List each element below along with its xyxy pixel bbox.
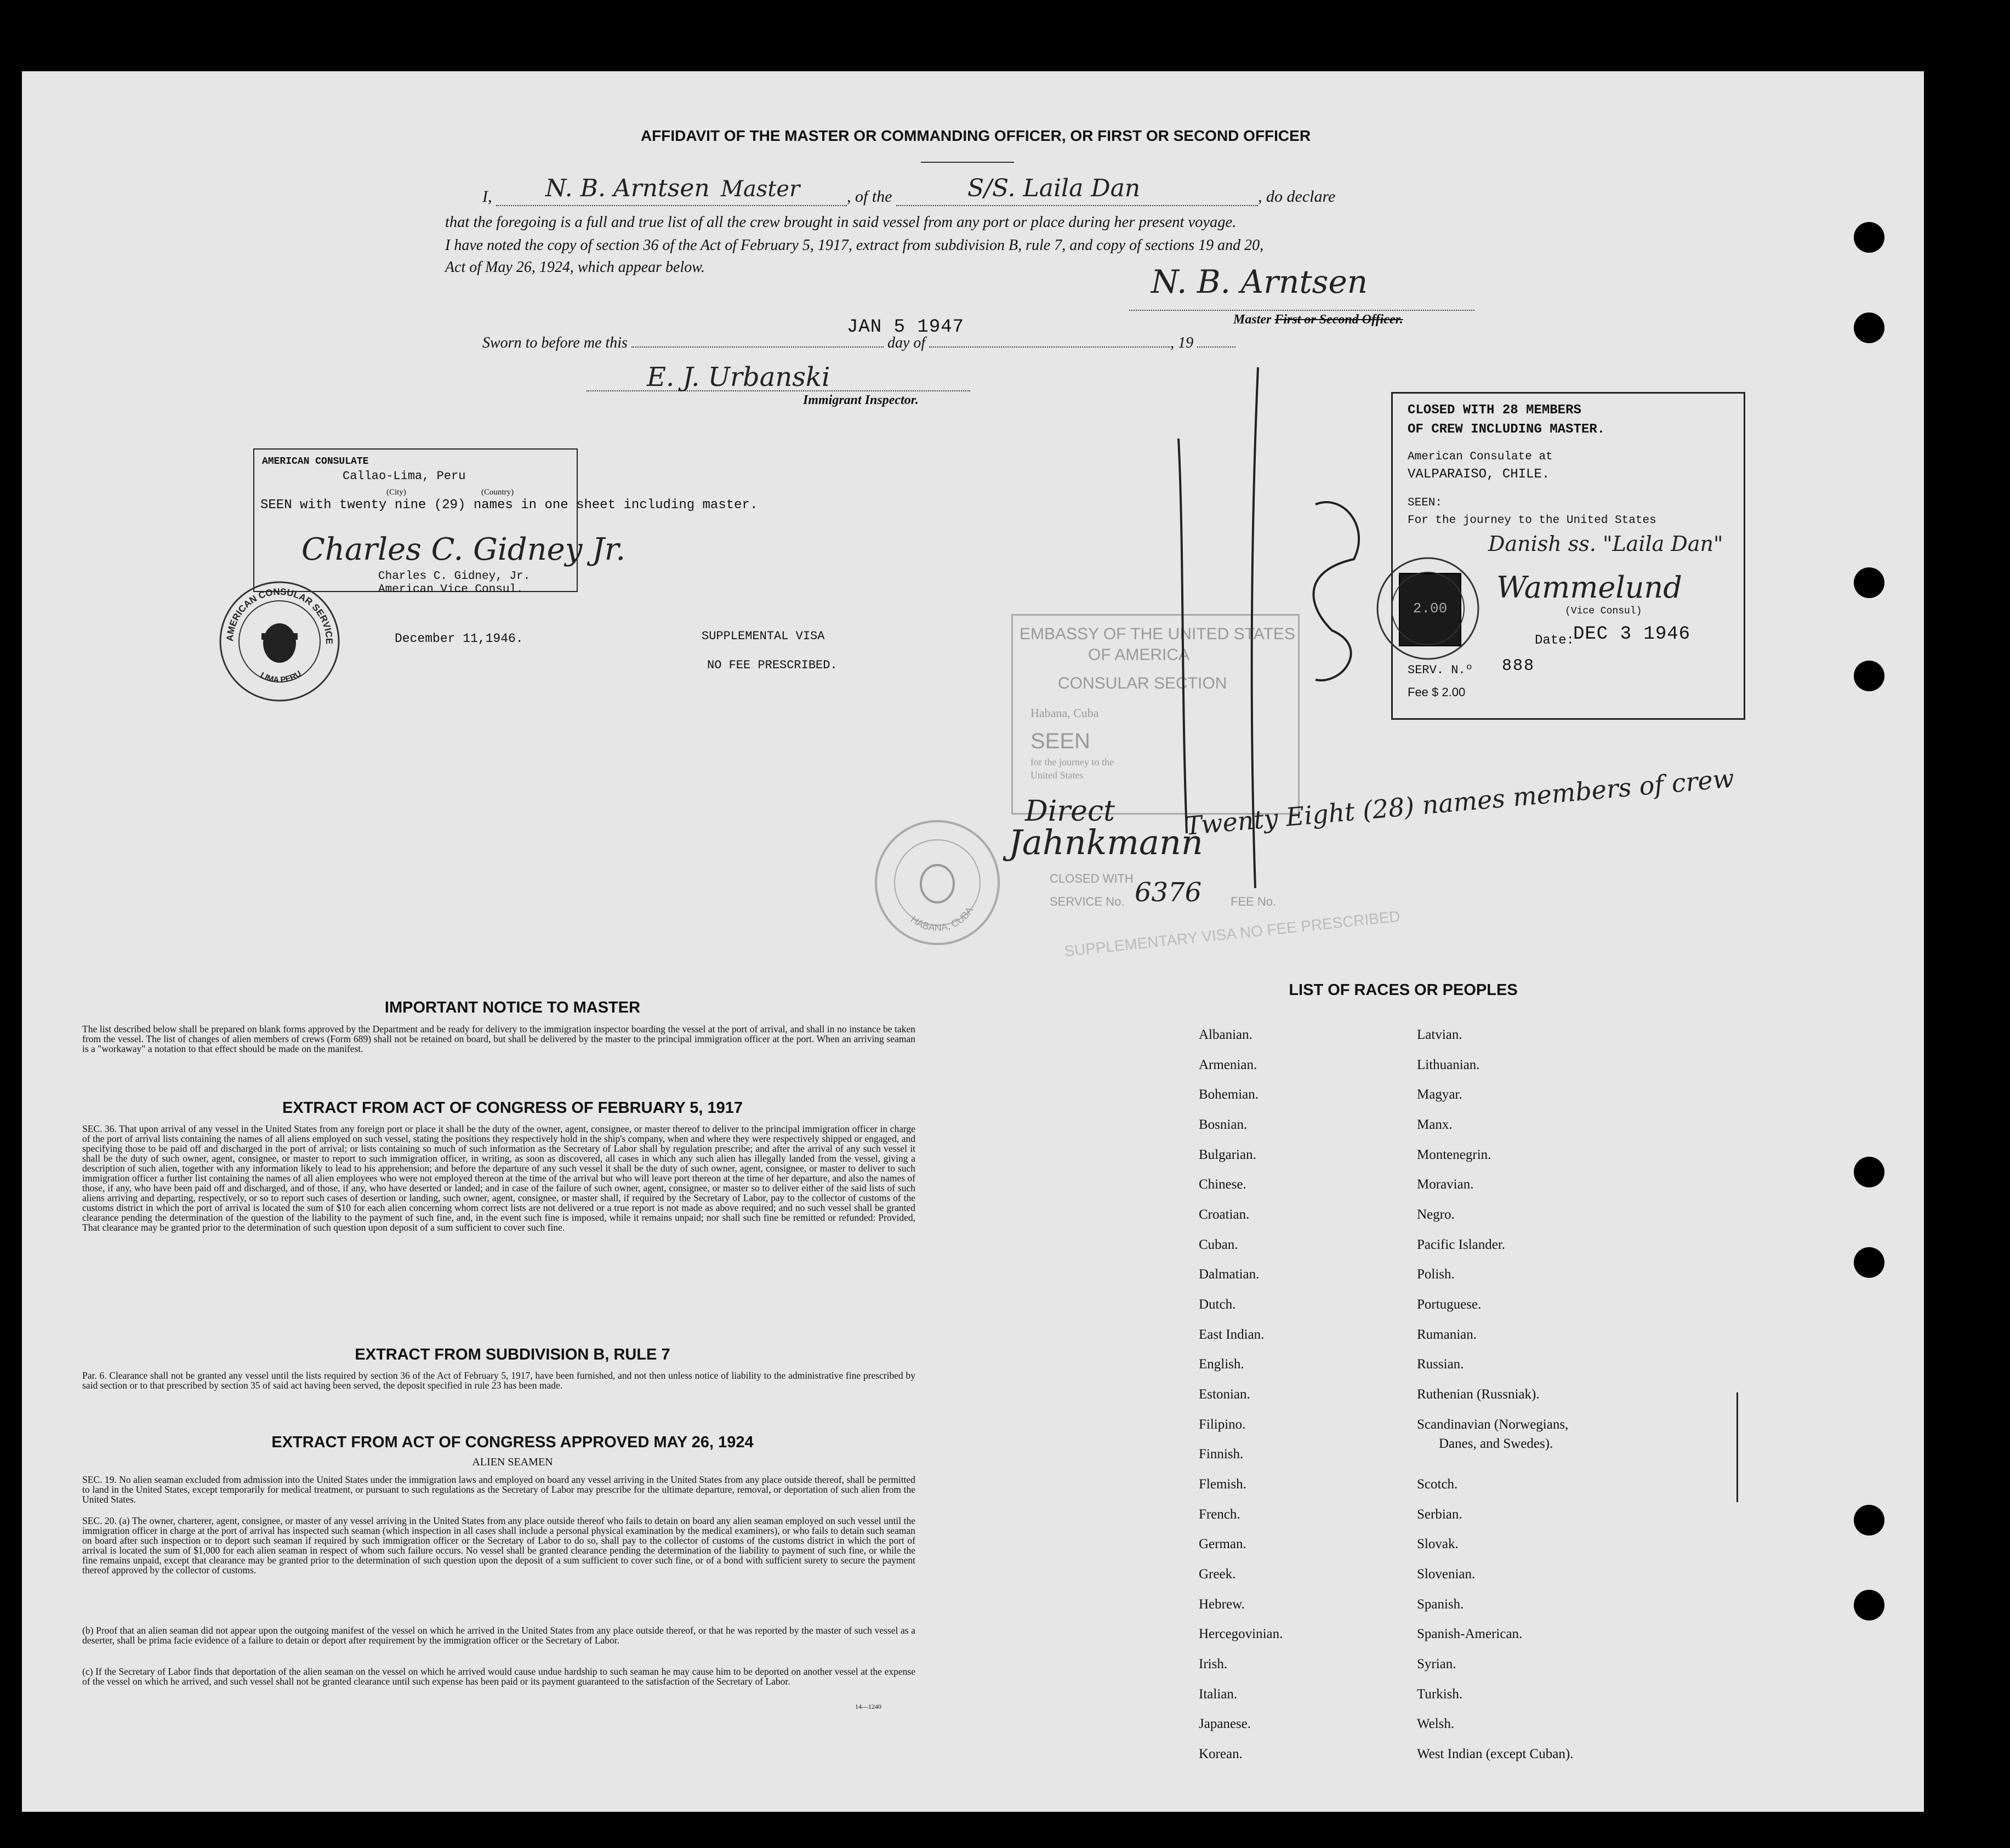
affidavit-line-4: Act of May 26, 1924, which appear below.: [445, 259, 705, 276]
havana-handwritten-direct: Direct: [1025, 795, 1115, 828]
race-item: Flemish.: [1199, 1477, 1246, 1492]
race-item: Scandinavian (Norwegians,: [1417, 1417, 1569, 1432]
race-item: Chinese.: [1199, 1177, 1246, 1192]
race-item: Japanese.: [1199, 1716, 1251, 1731]
day-of-label: day of: [887, 334, 926, 351]
race-item: Danes, and Swedes).: [1439, 1436, 1553, 1451]
extract3-sec20a: SEC. 20. (a) The owner, charterer, agent, consignee, or master of any vessel arriving in the United States from any place outside thereof who fails to detain on board any alien seaman employed on such vessel until the immigration officer in charge at the port of arrival has inspected such seaman (which inspection in all cases shall include a personal physical examination by the medical examiners), or who fails to detain such seaman on board after such inspection or to deport such seaman if required by such immigration officer or the Secretary of Labor to do so, shall pay to the collector of customs of the customs district in which the port of arrival is located the sum of $1,000 for each alien seaman in respect of whom such failure occurs. No vessel shall be granted clearance pending the determination of the liability to payment of such fine, or while the fine remains unpaid, except that clearance may be granted prior to the determination of such question upon the deposit of a sum sufficient to cover such fine, or of a bond with sufficient surety to secure the payment thereof approved by the collector of customs.: [82, 1515, 915, 1576]
race-item: Finnish.: [1199, 1447, 1244, 1462]
race-item: Pacific Islander.: [1417, 1237, 1506, 1252]
havana-fee-line: FEE No.: [1231, 895, 1277, 908]
chile-stamp-line5: SEEN:: [1408, 497, 1443, 509]
chile-stamp-line1: CLOSED WITH 28 MEMBERS: [1408, 403, 1581, 418]
do-declare-label: , do declare: [1258, 187, 1336, 206]
of-the-label: , of the: [847, 187, 892, 206]
havana-closed-line: CLOSED WITH: [1050, 872, 1134, 885]
inspector-signature: E. J. Urbanski: [647, 362, 830, 393]
i-label: I,: [482, 187, 492, 206]
havana-supplementary-visa: SUPPLEMENTARY VISA NO FEE PRESCRIBED: [1063, 907, 1402, 960]
peru-stamp-date: December 11,1946.: [395, 632, 523, 646]
havana-stamp-line5: SEEN: [1030, 729, 1090, 753]
chile-stamp-line2: OF CREW INCLUDING MASTER.: [1408, 422, 1605, 437]
race-item: East Indian.: [1199, 1327, 1265, 1342]
race-item: Armenian.: [1199, 1057, 1257, 1072]
chile-stamp-line3: American Consulate at: [1408, 451, 1553, 463]
race-item: Dalmatian.: [1199, 1267, 1260, 1282]
caption-struck: First or Second Officer.: [1274, 312, 1403, 327]
handwritten-rank: Master: [721, 177, 800, 202]
peru-seen-line: SEEN with twenty nine (29) names in one sheet including master.: [260, 498, 758, 513]
race-item: Estonian.: [1199, 1387, 1250, 1402]
supplemental-visa-line2: NO FEE PRESCRIBED.: [707, 658, 838, 672]
caption-master: Master: [1233, 312, 1272, 327]
chile-stamp-line4: VALPARAISO, CHILE.: [1408, 467, 1550, 482]
notice-body: The list described below shall be prepared on blank forms approved by the Department and be ready for delivery to the immigration inspector boarding the vessel at the port of arrival, and shall in no instance be taken from the vessel. The list of changes of alien members of crews (Form 689) shall not be retained on board, but shall be delivered by the master to the principal immigration officer at the port. When an arriving seaman is a "workaway" a notation to that effect should be made on the manifest.: [82, 1023, 915, 1054]
race-item: Korean.: [1199, 1747, 1243, 1761]
extract3-subtitle: ALIEN SEAMEN: [472, 1456, 553, 1468]
race-item: Greek.: [1199, 1567, 1236, 1582]
chile-date-label: Date:: [1535, 633, 1575, 648]
race-item: Filipino.: [1199, 1417, 1246, 1432]
race-item: Montenegrin.: [1417, 1147, 1491, 1162]
race-item: Croatian.: [1199, 1207, 1250, 1222]
havana-handwritten-crew-note: Twenty Eight (28) names members of crew: [1184, 763, 1735, 841]
race-item: Spanish.: [1417, 1597, 1464, 1612]
race-item: Ruthenian (Russniak).: [1417, 1387, 1540, 1402]
extract3-sec20b: (b) Proof that an alien seaman did not appear upon the outgoing manifest of the vessel on which he arrived in the United States from any place outside thereof, or that he was reported by the master of such vessel as a deserter, shall be prima facie evidence of a failure to detain or deport after requirement by the immigration officer or the Secretary of Labor.: [82, 1625, 915, 1646]
havana-serv-number: 6376: [1135, 877, 1202, 908]
race-item: Negro.: [1417, 1207, 1455, 1222]
chile-serv-label: SERV. N.º: [1408, 663, 1473, 677]
race-item: Portuguese.: [1417, 1297, 1482, 1312]
handwritten-name: N. B. Arntsen: [545, 174, 710, 202]
race-item: English.: [1199, 1357, 1244, 1372]
peru-stamp-country-sub: (Country): [481, 488, 514, 497]
master-signature: N. B. Arntsen: [1151, 263, 1368, 300]
peru-stamp-city: Callao-Lima, Peru: [343, 469, 466, 483]
havana-handwritten-signature: Jahnkmann: [1009, 822, 1203, 862]
pencil-margin-line: [1736, 1392, 1738, 1502]
race-item: Slovenian.: [1417, 1567, 1476, 1582]
havana-stamp-line7: United States: [1030, 770, 1084, 781]
sworn-label: Sworn to before me this: [482, 334, 628, 351]
race-item: German.: [1199, 1537, 1246, 1551]
extract3-title: EXTRACT FROM ACT OF CONGRESS APPROVED MAY 26, 1924: [271, 1434, 754, 1451]
handwritten-vessel: S/S. Laila Dan: [967, 174, 1141, 202]
race-item: Spanish-American.: [1417, 1627, 1523, 1641]
race-item: Irish.: [1199, 1657, 1228, 1671]
peru-vice-consul-signature: Charles C. Gidney Jr.: [301, 532, 626, 567]
peru-consul-title: American Vice Consul.: [378, 583, 523, 596]
race-item: French.: [1199, 1507, 1240, 1522]
race-item: Russian.: [1417, 1357, 1464, 1372]
year-prefix: , 19: [1170, 334, 1194, 351]
extract1-body: SEC. 36. That upon arrival of any vessel in the United States from any foreign port or place it shall be the duty of the owner, agent, consignee, or master thereof to deliver to the principal immigration officer in charge of the port of arrival lists containing the names of all aliens employed on such vessel, stating the positions they respectively hold in the ship's company, when and where they were respectively shipped or engaged, and specifying those to be paid off and discharged in the port of arrival; or lists containing so much of such information as the Secretary of Labor shall by regulation prescribe; and after the arrival of any such vessel it shall be the duty of such owner, agent, consignee, or master to report to such immigration officer, in writing, as soon as discovered, all cases in which any such alien has illegally landed from the vessel, giving a description of such alien, together with any information likely to lead to his apprehension; and before the departure of any such vessel it shall be the duty of such owner, agent, consignee, or master to deliver to such immigration officer a further list containing the names of all alien employees who were not employed thereon at the time of the arrival but who will leave port thereon at the time of her departure, and also the names of those, if any, who have been paid off and discharged, and of those, if any, who have deserted or landed; and in case of the failure of such owner, agent, consignee, or master so to deliver either of the said lists of such aliens arriving and departing, respectively, or so to report such cases of desertion or landing, such owner, agent, consignee, or master shall, if required by the Secretary of Labor, pay to the collector of customs of the customs district in which the port of arrival is located the sum of $10 for each alien concerning whom correct lists are not delivered or a true report is not made as above required; and no such vessel shall be granted clearance pending the determination of the question of the liability to the payment of such fine, and, in the event such fine is imposed, while it remains unpaid; nor shall such fine be remitted or refunded: Provided, That clearance may be granted prior to the determination of such question upon deposit of a sum sufficient to cover such fine.: [82, 1123, 915, 1233]
peru-stamp-city-sub: (City): [386, 488, 406, 497]
race-item: Slovak.: [1417, 1537, 1459, 1551]
race-item: Polish.: [1417, 1267, 1455, 1282]
race-item: Albanian.: [1199, 1027, 1252, 1042]
notice-title: IMPORTANT NOTICE TO MASTER: [384, 999, 641, 1016]
affidavit-line-2: that the foregoing is a full and true list of all the crew brought in said vessel from any port or place during her present voyage.: [445, 214, 1237, 231]
supplemental-visa-line1: SUPPLEMENTAL VISA: [702, 629, 825, 643]
chile-serv-value: 888: [1502, 657, 1535, 675]
havana-stamp-line4: Habana, Cuba: [1030, 706, 1099, 720]
extract2-title: EXTRACT FROM SUBDIVISION B, RULE 7: [355, 1346, 670, 1363]
affidavit-line-3: I have noted the copy of section 36 of the Act of February 5, 1917, extract from subdivision B, rule 7, and copy of sections 19 and 20,: [445, 237, 1264, 254]
race-item: Dutch.: [1199, 1297, 1236, 1312]
inspector-caption: Immigrant Inspector.: [803, 393, 919, 407]
race-item: Welsh.: [1417, 1716, 1455, 1731]
race-item: Lithuanian.: [1417, 1057, 1480, 1072]
chile-date-value: DEC 3 1946: [1573, 624, 1691, 645]
chile-stamp-line6: For the journey to the United States: [1408, 514, 1656, 527]
race-item: Manx.: [1417, 1117, 1453, 1132]
affidavit-title: AFFIDAVIT OF THE MASTER OR COMMANDING OFFICER, OR FIRST OR SECOND OFFICER: [640, 127, 1311, 144]
race-item: Bulgarian.: [1199, 1147, 1256, 1162]
race-item: Syrian.: [1417, 1657, 1456, 1671]
sworn-date-stamp: JAN 5 1947: [847, 317, 965, 338]
races-title: LIST OF RACES OR PEOPLES: [1289, 981, 1518, 999]
race-item: Latvian.: [1417, 1027, 1462, 1042]
extract3-sec19: SEC. 19. No alien seaman excluded from admission into the United States under the immigration laws and employed on board any vessel arriving in the United States from any place outside thereof, shall be permitted to land in the United States, except temporarily for medical treatment, or pursuant to such regulations as the Secretary of Labor may prescribe for the ultimate departure, removal, or deportation of such alien from the United States.: [82, 1474, 915, 1505]
extract2-body: Par. 6. Clearance shall not be granted any vessel until the lists required by section 36 of the Act of February 5, 1917, have been furnished, and not then unless notice of liability to the administrative fine prescribed by said section or to that prescribed by section 35 of said act having been served, the deposit specified in rule 23 has been made.: [82, 1370, 915, 1391]
race-item: Turkish.: [1417, 1687, 1463, 1702]
race-item: Hebrew.: [1199, 1597, 1245, 1612]
race-item: Serbian.: [1417, 1507, 1462, 1522]
havana-stamp-line2: OF AMERICA: [1088, 646, 1190, 664]
race-item: Magyar.: [1417, 1087, 1462, 1102]
chile-consular-seal: [1373, 554, 1483, 663]
race-item: Scotch.: [1417, 1477, 1458, 1492]
havana-seal-bottom-text: HABANA, CUBA: [908, 905, 976, 934]
race-item: Hercegovinian.: [1199, 1627, 1283, 1641]
chile-vice-consul-signature: Wammelund: [1496, 570, 1682, 605]
havana-stamp-line3: CONSULAR SECTION: [1058, 674, 1227, 692]
race-item: West Indian (except Cuban).: [1417, 1747, 1574, 1761]
revenue-stamp-value: 2.00: [1413, 600, 1448, 617]
extract3-sec20c: (c) If the Secretary of Labor finds that deportation of the alien seaman on the vessel on which he arrived would cause undue hardship to such seaman he may cause him to be deported on another vessel at the expense of the vessel on which he arrived, and such vessel shall not be granted clearance until such expense has been paid or its payment guaranteed to the satisfaction of the Secretary of Labor.: [82, 1666, 915, 1687]
chile-vice-consul-label: (Vice Consul): [1565, 606, 1642, 617]
form-number: 14—1240: [855, 1703, 881, 1710]
race-item: Rumanian.: [1417, 1327, 1477, 1342]
peru-seal-top-text: AMERICAN CONSULAR SERVICE: [224, 586, 335, 645]
race-item: Bosnian.: [1199, 1117, 1248, 1132]
race-item: Cuban.: [1199, 1237, 1238, 1252]
peru-seal-bottom-text: LIMA PERU: [258, 669, 303, 685]
peru-consul-name: Charles C. Gidney, Jr.: [378, 570, 531, 583]
extract1-title: EXTRACT FROM ACT OF CONGRESS OF FEBRUARY 5, 1917: [282, 1099, 743, 1117]
chile-handwritten-vessel: Danish ss. "Laila Dan": [1488, 532, 1723, 556]
havana-serv-line: SERVICE No.: [1050, 895, 1125, 908]
peru-stamp-header: AMERICAN CONSULATE: [262, 456, 369, 467]
chile-fee: Fee $ 2.00: [1408, 685, 1466, 699]
havana-stamp-line1: EMBASSY OF THE UNITED STATES: [1020, 625, 1295, 643]
race-item: Bohemian.: [1199, 1087, 1259, 1102]
race-item: Moravian.: [1417, 1177, 1474, 1192]
havana-stamp-line6: for the journey to the: [1030, 757, 1114, 767]
race-item: Italian.: [1199, 1687, 1238, 1702]
